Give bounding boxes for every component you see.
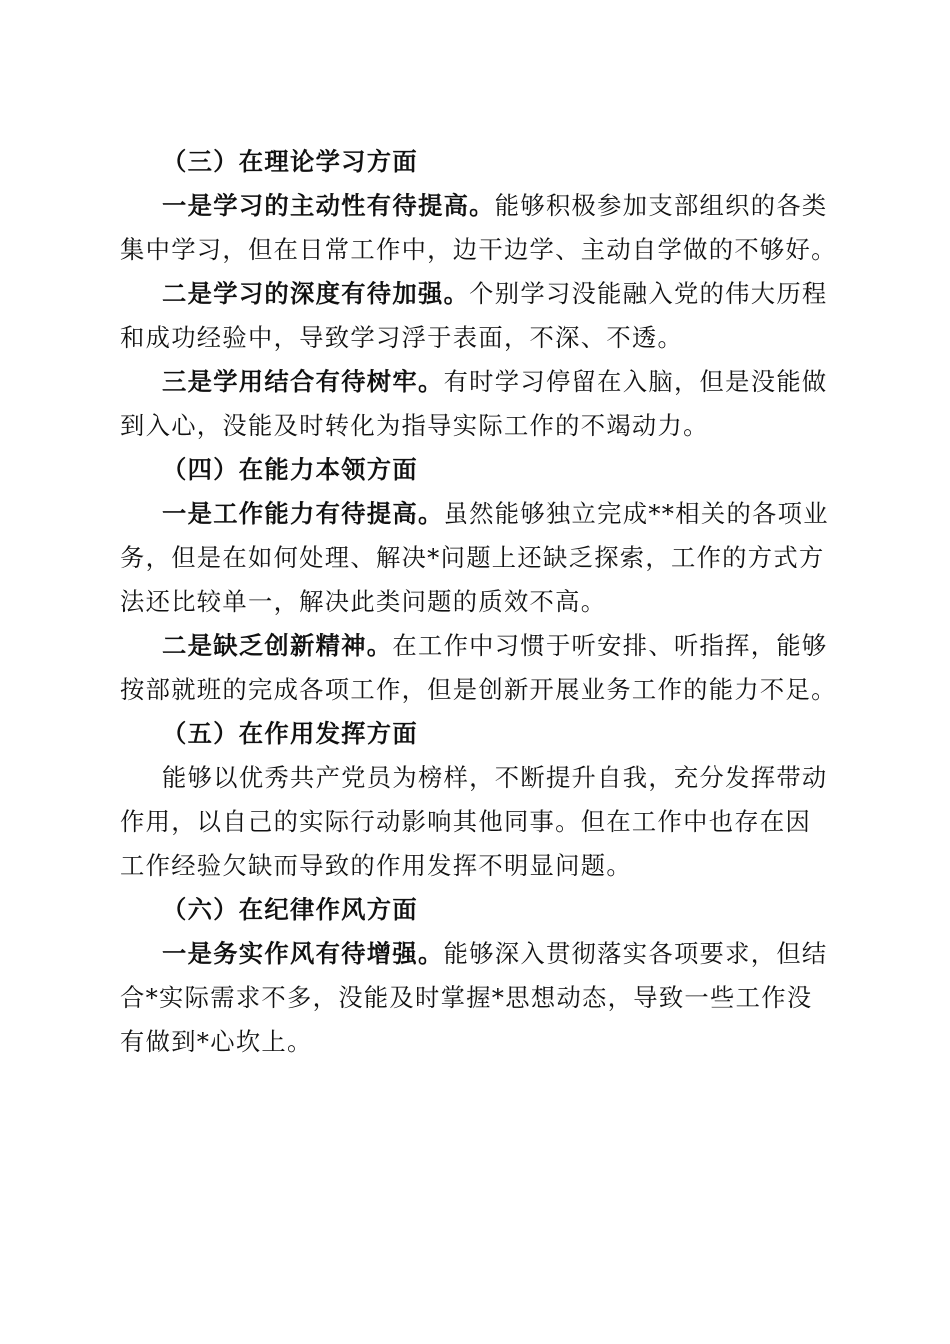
paragraph-line bbox=[120, 492, 829, 536]
paragraph-line bbox=[120, 272, 828, 316]
paragraph-line: 到入心，没能及时转化为指导实际工作的不竭动力。 bbox=[120, 411, 709, 440]
paragraph-line: 作用，以自己的实际行动影响其他同事。但在工作中也存在因 bbox=[120, 807, 812, 836]
paragraph-lead: 三是学用结合有待树牢。 bbox=[162, 367, 444, 396]
section-heading-role: （五）在作用发挥方面 bbox=[162, 719, 418, 748]
paragraph-lead: 二是学习的深度有待加强。 bbox=[162, 279, 470, 308]
paragraph-line bbox=[120, 932, 828, 976]
paragraph-text: 有时学习停留在入脑，但是没能做 bbox=[443, 367, 828, 396]
paragraph-lead: 一是工作能力有待提高。 bbox=[162, 499, 444, 528]
paragraph-text: 能够积极参加支部组织的各类 bbox=[494, 191, 828, 220]
paragraph-line: 集中学习，但在日常工作中，边干边学、主动自学做的不够好。 bbox=[120, 235, 837, 264]
paragraph-line: 务，但是在如何处理、解决*问题上还缺乏探索，工作的方式方 bbox=[120, 543, 825, 572]
section-heading-theory: （三）在理论学习方面 bbox=[162, 147, 418, 176]
section-heading-discipline: （六）在纪律作风方面 bbox=[162, 895, 418, 924]
paragraph-line bbox=[120, 184, 828, 228]
paragraph-line: 工作经验欠缺而导致的作用发挥不明显问题。 bbox=[120, 851, 632, 880]
document-page bbox=[120, 140, 837, 1064]
paragraph-text: 个别学习没能融入党的伟大历程 bbox=[469, 279, 828, 308]
paragraph-line: 有做到*心坎上。 bbox=[120, 1027, 313, 1056]
paragraph-text: 虽然能够独立完成**相关的各项业 bbox=[443, 499, 829, 528]
paragraph-line bbox=[120, 360, 828, 404]
paragraph-lead: 二是缺乏创新精神。 bbox=[162, 631, 393, 660]
paragraph-line: 合*实际需求不多，没能及时掌握*思想动态，导致一些工作没 bbox=[120, 983, 813, 1012]
paragraph-lead: 一是学习的主动性有待提高。 bbox=[162, 191, 495, 220]
paragraph-text: 在工作中习惯于听安排、听指挥，能够 bbox=[392, 631, 828, 660]
paragraph-lead: 一是务实作风有待增强。 bbox=[162, 939, 444, 968]
section-heading-ability: （四）在能力本领方面 bbox=[162, 455, 418, 484]
paragraph-text: 能够深入贯彻落实各项要求，但结 bbox=[443, 939, 828, 968]
paragraph-line: 法还比较单一，解决此类问题的质效不高。 bbox=[120, 587, 607, 616]
paragraph-line: 按部就班的完成各项工作，但是创新开展业务工作的能力不足。 bbox=[120, 675, 837, 704]
paragraph-line: 和成功经验中，导致学习浮于表面，不深、不透。 bbox=[120, 323, 684, 352]
paragraph-line bbox=[120, 624, 828, 668]
paragraph-line: 能够以优秀共产党员为榜样，不断提升自我，充分发挥带动 bbox=[162, 763, 828, 792]
